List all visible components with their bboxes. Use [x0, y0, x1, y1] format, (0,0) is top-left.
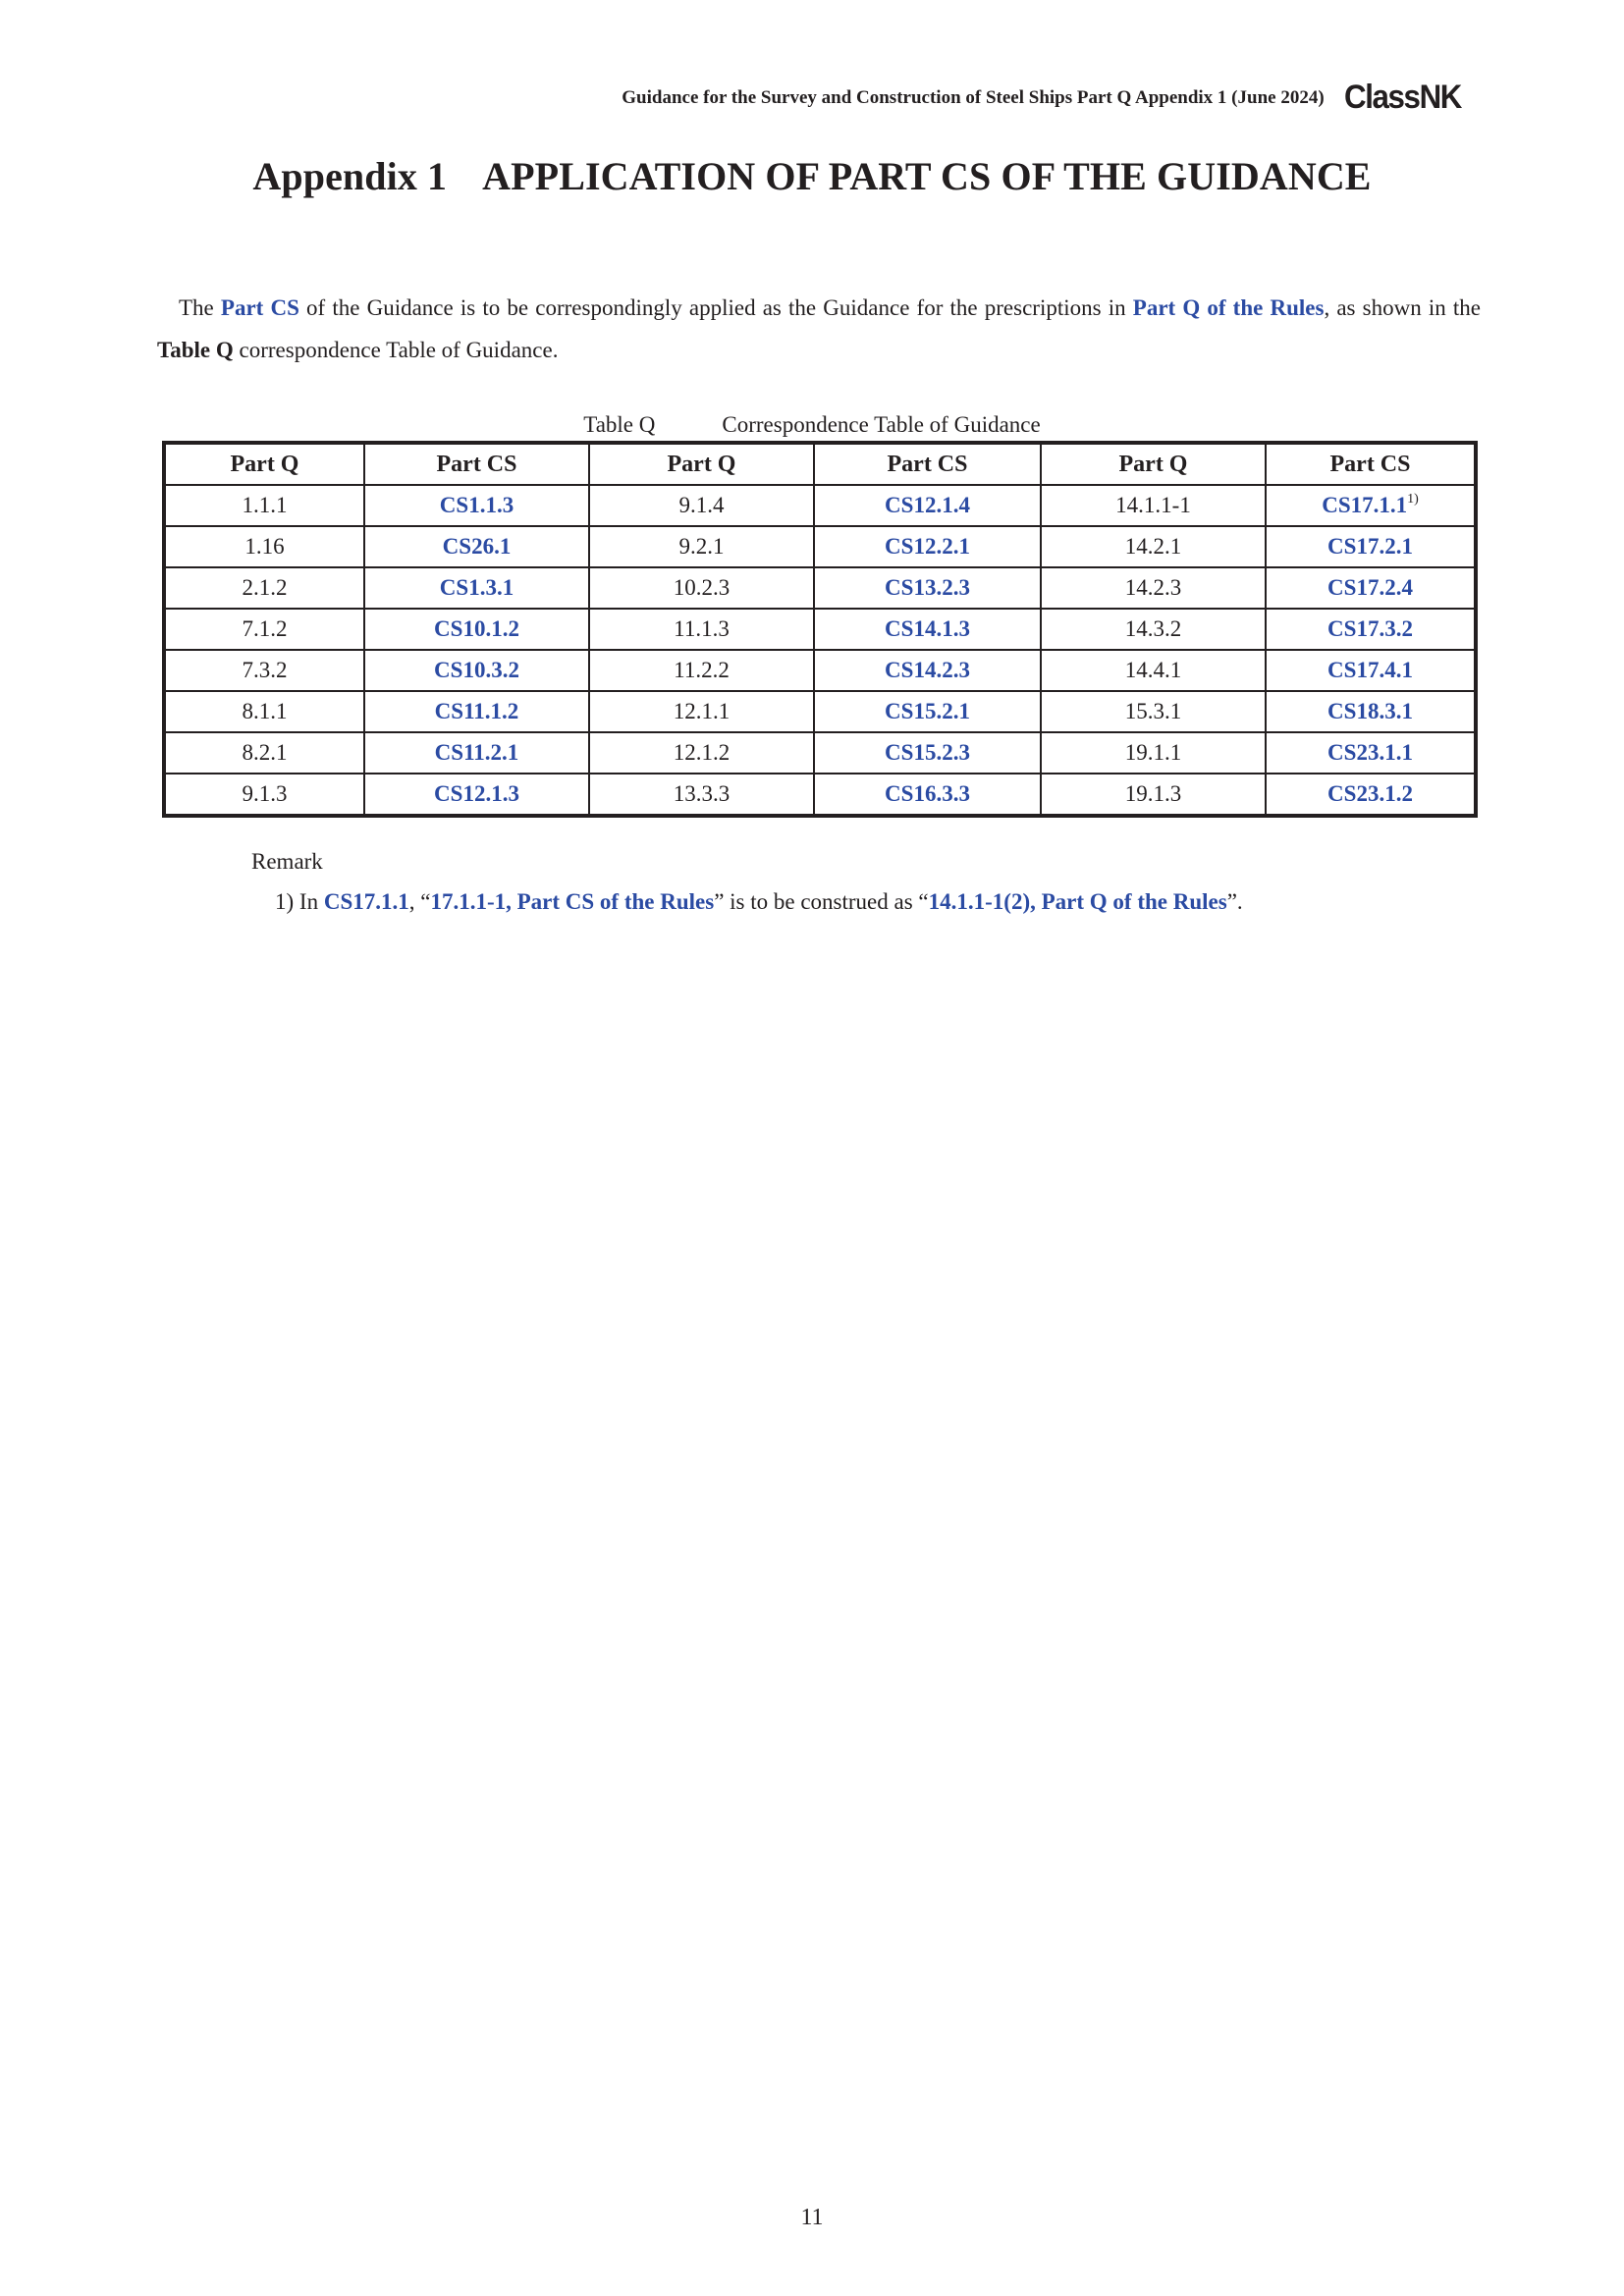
- cs-reference-link[interactable]: CS10.1.2: [434, 616, 519, 641]
- col-header-part-cs: Part CS: [814, 443, 1041, 485]
- col-header-part-q: Part Q: [1041, 443, 1266, 485]
- table-body: [164, 485, 1476, 816]
- cell-part-q: 9.1.4: [589, 485, 814, 526]
- cell-part-cs: [364, 567, 589, 609]
- page-number: 11: [800, 2205, 824, 2230]
- link-part-q-rules[interactable]: Part Q of the Rules: [1132, 295, 1325, 320]
- col-header-part-q: Part Q: [164, 443, 364, 485]
- cs-reference-link[interactable]: CS17.2.4: [1327, 575, 1413, 600]
- cell-part-cs: [814, 691, 1041, 732]
- cell-part-q: 15.3.1: [1041, 691, 1266, 732]
- cell-part-cs: [1266, 691, 1476, 732]
- cell-part-cs: [364, 774, 589, 816]
- cell-part-cs: [364, 526, 589, 567]
- cell-part-cs: [364, 732, 589, 774]
- cs-reference-link[interactable]: CS14.1.3: [885, 616, 970, 641]
- cs-reference-link[interactable]: CS11.2.1: [434, 740, 519, 765]
- cell-part-q: 7.1.2: [164, 609, 364, 650]
- cell-part-cs: [364, 650, 589, 691]
- cs-reference-link[interactable]: CS18.3.1: [1327, 699, 1413, 723]
- cell-part-cs: [814, 526, 1041, 567]
- col-header-part-cs: Part CS: [1266, 443, 1476, 485]
- table-q-ref: Table Q: [157, 338, 234, 362]
- cell-part-cs: [1266, 609, 1476, 650]
- cell-part-q: 12.1.2: [589, 732, 814, 774]
- footnote-link-part-cs-rules[interactable]: 17.1.1-1, Part CS of the Rules: [430, 889, 715, 914]
- header-title: Guidance for the Survey and Construction of Steel Ships Part Q Appendix 1 (June 2024): [622, 86, 1325, 108]
- cell-part-q: 19.1.1: [1041, 732, 1266, 774]
- cs-reference-link[interactable]: CS23.1.2: [1327, 781, 1413, 806]
- cell-part-cs: [814, 609, 1041, 650]
- cs-reference-link[interactable]: CS1.1.3: [439, 493, 514, 517]
- cell-part-cs: [364, 609, 589, 650]
- table-row: [164, 526, 1476, 567]
- table-row: [164, 650, 1476, 691]
- cs-reference-link[interactable]: CS11.1.2: [434, 699, 519, 723]
- cell-part-q: 9.1.3: [164, 774, 364, 816]
- footnote-link-part-q-rules[interactable]: 14.1.1-1(2), Part Q of the Rules: [928, 889, 1227, 914]
- cs-reference-link[interactable]: CS15.2.3: [885, 740, 970, 765]
- cs-reference-link[interactable]: CS13.2.3: [885, 575, 970, 600]
- cell-part-q: 9.2.1: [589, 526, 814, 567]
- table-caption-title: Correspondence Table of Guidance: [722, 412, 1041, 437]
- table-caption: [0, 412, 1624, 438]
- page-header: [0, 79, 1471, 117]
- cs-reference-link[interactable]: CS14.2.3: [885, 658, 970, 682]
- cell-part-q: 13.3.3: [589, 774, 814, 816]
- cs-reference-link[interactable]: CS17.3.2: [1327, 616, 1413, 641]
- cell-part-cs: [1266, 732, 1476, 774]
- cs-reference-link[interactable]: CS17.1.1: [1322, 493, 1408, 517]
- cell-part-q: 1.16: [164, 526, 364, 567]
- table-header-row: [164, 443, 1476, 485]
- cell-part-q: 8.1.1: [164, 691, 364, 732]
- cell-part-q: 2.1.2: [164, 567, 364, 609]
- cell-part-q: 14.2.1: [1041, 526, 1266, 567]
- cell-part-q: 11.1.3: [589, 609, 814, 650]
- correspondence-table-wrap: [162, 441, 1478, 818]
- cell-part-q: 14.4.1: [1041, 650, 1266, 691]
- cell-part-q: 10.2.3: [589, 567, 814, 609]
- cell-part-cs: [814, 774, 1041, 816]
- cell-part-cs: [364, 485, 589, 526]
- remark-label: Remark: [251, 849, 323, 874]
- cell-part-cs: [364, 691, 589, 732]
- cs-reference-link[interactable]: CS15.2.1: [885, 699, 970, 723]
- cell-part-q: 14.1.1-1: [1041, 485, 1266, 526]
- cs-reference-link[interactable]: CS23.1.1: [1327, 740, 1413, 765]
- col-header-part-q: Part Q: [589, 443, 814, 485]
- correspondence-table: [162, 441, 1478, 818]
- cell-part-cs: [1266, 774, 1476, 816]
- footnote-1: 1) In CS17.1.1, “17.1.1-1, Part CS of the Rules” is to be construed as “14.1.1-1(2), Part Q of the Rules”.: [275, 889, 1243, 914]
- cs-reference-link[interactable]: CS12.1.3: [434, 781, 519, 806]
- cell-part-cs: [814, 732, 1041, 774]
- cs-reference-link[interactable]: CS26.1: [442, 534, 512, 559]
- table-row: [164, 774, 1476, 816]
- cell-part-cs: [1266, 485, 1476, 526]
- col-header-part-cs: Part CS: [364, 443, 589, 485]
- table-row: [164, 732, 1476, 774]
- appendix-number: Appendix 1: [252, 154, 448, 198]
- cs-reference-link[interactable]: CS12.2.1: [885, 534, 970, 559]
- cell-part-q: 8.2.1: [164, 732, 364, 774]
- cell-part-q: 11.2.2: [589, 650, 814, 691]
- cell-part-cs: [814, 567, 1041, 609]
- cell-part-cs: [1266, 567, 1476, 609]
- footnote-marker: 1): [1407, 492, 1419, 507]
- table-row: [164, 691, 1476, 732]
- cell-part-q: 7.3.2: [164, 650, 364, 691]
- cell-part-q: 12.1.1: [589, 691, 814, 732]
- cell-part-q: 19.1.3: [1041, 774, 1266, 816]
- cell-part-cs: [1266, 650, 1476, 691]
- cell-part-q: 14.2.3: [1041, 567, 1266, 609]
- cs-reference-link[interactable]: CS1.3.1: [439, 575, 514, 600]
- cell-part-q: 1.1.1: [164, 485, 364, 526]
- table-row: [164, 485, 1476, 526]
- table-row: [164, 567, 1476, 609]
- cs-reference-link[interactable]: CS17.4.1: [1327, 658, 1413, 682]
- cs-reference-link[interactable]: CS10.3.2: [434, 658, 519, 682]
- classnk-logo: ClassNK: [1343, 79, 1461, 116]
- appendix-heading: APPLICATION OF PART CS OF THE GUIDANCE: [482, 154, 1372, 198]
- cell-part-cs: [1266, 526, 1476, 567]
- intro-paragraph: The Part CS of the Guidance is to be correspondingly applied as the Guidance for the prescriptions in Part Q of the Rules, as shown in the Table Q correspondence Table of Guidance.: [157, 295, 1482, 362]
- table-caption-label: Table Q: [583, 412, 656, 437]
- cs-reference-link[interactable]: CS16.3.3: [885, 781, 970, 806]
- link-part-cs[interactable]: Part CS: [220, 295, 299, 320]
- cell-part-q: 14.3.2: [1041, 609, 1266, 650]
- appendix-title: [0, 153, 1624, 199]
- cell-part-cs: [814, 485, 1041, 526]
- cs-reference-link[interactable]: CS12.1.4: [885, 493, 970, 517]
- cs-reference-link[interactable]: CS17.2.1: [1327, 534, 1413, 559]
- footnote-link-cs17-1-1[interactable]: CS17.1.1: [323, 889, 409, 914]
- table-row: [164, 609, 1476, 650]
- cell-part-cs: [814, 650, 1041, 691]
